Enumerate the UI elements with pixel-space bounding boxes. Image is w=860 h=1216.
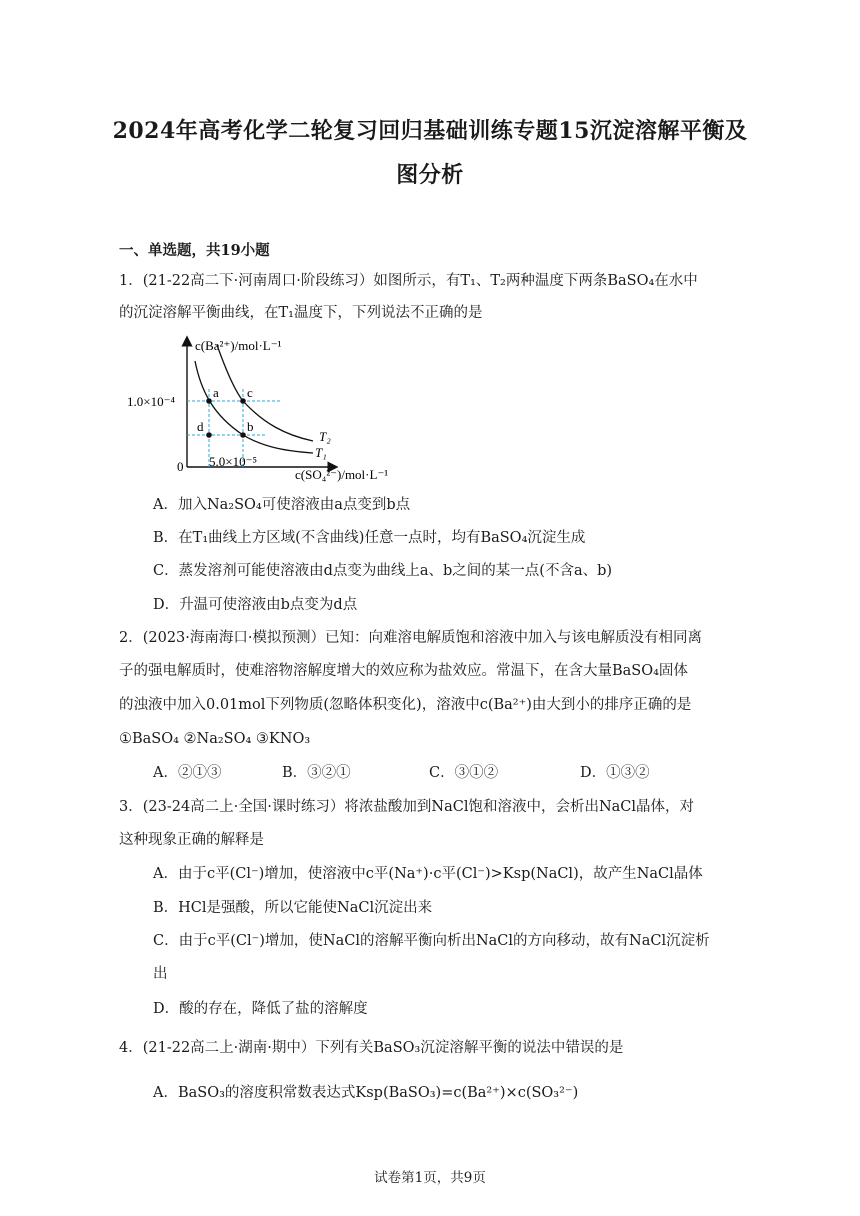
point-d xyxy=(206,432,212,438)
document-title-line1: 2024年高考化学二轮复习回归基础训练专题15沉淀溶解平衡及 xyxy=(112,118,748,144)
section-heading: 一、单选题，共19小题 xyxy=(119,242,270,259)
point-c xyxy=(240,398,246,404)
y-axis-label: c(Ba²⁺)/mol·L⁻¹ xyxy=(195,338,282,353)
point-a xyxy=(206,398,212,404)
q2-option-a: A．②①③ xyxy=(153,765,222,781)
q2-stem-line3: 的浊液中加入0.01mol下列物质(忽略体积变化)，溶液中c(Ba²⁺)由大到小的排序正确的是 xyxy=(119,697,692,713)
q1-option-d: D．升温可使溶液由b点变为d点 xyxy=(153,597,358,613)
label-a: a xyxy=(213,385,219,400)
x-tick-label: 5.0×10⁻⁵ xyxy=(209,454,257,469)
q2-option-d: D．①③② xyxy=(580,765,650,781)
q3-stem-line2: 这种现象正确的解释是 xyxy=(119,832,264,848)
y-tick-label: 1.0×10⁻⁴ xyxy=(127,394,175,409)
label-b: b xyxy=(247,419,254,434)
q3-option-d: D．酸的存在，降低了盐的溶解度 xyxy=(153,1001,368,1017)
q4-stem-line1: 4．(21-22高二上·湖南·期中）下列有关BaSO₃沉淀溶解平衡的说法中错误的是 xyxy=(119,1040,624,1056)
q4-option-a: A．BaSO₃的溶度积常数表达式Ksp(BaSO₃)=c(Ba²⁺)×c(SO₃²⁻) xyxy=(153,1085,579,1101)
q1-option-c: C．蒸发溶剂可能使溶液由d点变为曲线上a、b之间的某一点(不含a、b) xyxy=(153,563,613,579)
page-footer: 试卷第1页，共9页 xyxy=(374,1170,486,1186)
q2-option-c: C．③①② xyxy=(429,765,499,781)
q3-option-c-cont: 出 xyxy=(153,966,168,982)
q1-option-b: B．在T₁曲线上方区域(不含曲线)任意一点时，均有BaSO₄沉淀生成 xyxy=(153,530,586,546)
origin-label: 0 xyxy=(177,459,184,474)
curve-label-t1: T₁ xyxy=(315,445,327,460)
q3-option-b: B．HCl是强酸，所以它能使NaCl沉淀出来 xyxy=(153,900,433,916)
document-title-line2: 图分析 xyxy=(396,162,464,188)
label-d: d xyxy=(197,419,204,434)
q2-stem-line2: 子的强电解质时，使难溶物溶解度增大的效应称为盐效应。常温下，在含大量BaSO₄固体 xyxy=(119,663,688,679)
curve-label-t2: T₂ xyxy=(319,429,331,444)
q2-stem-line1: 2．(2023·海南海口·模拟预测）已知：向难溶电解质饱和溶液中加入与该电解质没有相同离 xyxy=(119,630,702,646)
q1-stem-line1: 1．(21-22高二下·河南周口·阶段练习）如图所示，有T₁、T₂两种温度下两条BaSO₄在水中 xyxy=(119,273,698,289)
ksp-curve-figure xyxy=(125,333,415,483)
point-b xyxy=(240,432,246,438)
q1-stem-line2: 的沉淀溶解平衡曲线，在T₁温度下，下列说法不正确的是 xyxy=(119,305,483,321)
q1-option-a: A．加入Na₂SO₄可使溶液由a点变到b点 xyxy=(153,497,411,513)
q2-option-b: B．③②① xyxy=(282,765,351,781)
q3-option-c: C．由于c平(Cl⁻)增加，使NaCl的溶解平衡向析出NaCl的方向移动，故有NaCl沉淀析 xyxy=(153,933,710,949)
q3-stem-line1: 3．(23-24高二上·全国·课时练习）将浓盐酸加到NaCl饱和溶液中，会析出NaCl晶体，对 xyxy=(119,799,695,815)
q2-stem-line4: ①BaSO₄ ②Na₂SO₄ ③KNO₃ xyxy=(119,731,311,747)
label-c: c xyxy=(247,385,253,400)
curve-t1 xyxy=(195,361,313,453)
q3-option-a: A．由于c平(Cl⁻)增加，使溶液中c平(Na⁺)·c平(Cl⁻)>Ksp(NaCl)，故产生NaCl晶体 xyxy=(153,866,703,882)
x-axis-label: c(SO₄²⁻)/mol·L⁻¹ xyxy=(295,467,389,482)
